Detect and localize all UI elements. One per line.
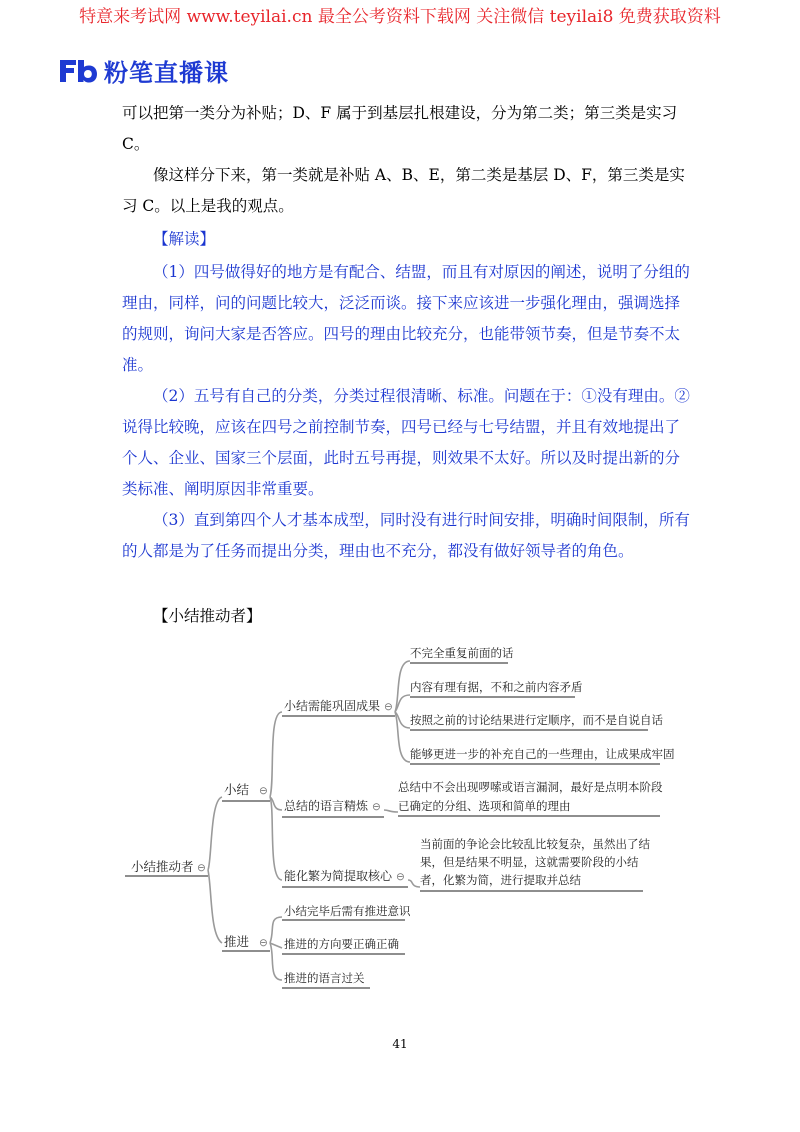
collapse-icon[interactable]: ⊖ xyxy=(197,862,206,874)
mindmap-leaf: 推进的语言过关 xyxy=(284,971,365,985)
mindmap-leaf: 小结完毕后需有推进意识 xyxy=(284,904,411,918)
collapse-icon[interactable]: ⊖ xyxy=(259,785,268,797)
mindmap-node-consolidate: 小结需能巩固成果 xyxy=(284,699,381,713)
page-number: 41 xyxy=(392,1037,408,1051)
analysis-heading: 【解读】 xyxy=(153,230,216,248)
mindmap-node-concise: 总结的语言精炼 xyxy=(284,799,369,813)
summary-heading: 【小结推动者】 xyxy=(153,607,262,625)
collapse-icon[interactable]: ⊖ xyxy=(372,801,381,813)
mindmap-branch-advance: 推进 xyxy=(224,934,250,949)
mindmap-branch-summary: 小结 xyxy=(224,782,250,797)
analysis-point-3: （3）直到第四个人才基本成型，同时没有进行时间安排，明确时间限制，所有的人都是为了任务而提出分类，理由也不充分，都没有做好领导者的角色。 xyxy=(122,511,690,560)
mindmap-leaf: 内容有理有据，不和之前内容矛盾 xyxy=(410,680,583,694)
site-banner: 特意来考试网 www.teyilai.cn 最全公考资料下载网 关注微信 teyilai8 免费获取资料 xyxy=(79,7,721,27)
mindmap-leaf: 能够更进一步的补充自己的一些理由，让成果成牢固 xyxy=(410,747,675,761)
mindmap-leaf-line: 者，化繁为简，进行提取并总结 xyxy=(420,873,581,887)
mindmap-leaf: 不完全重复前面的话 xyxy=(410,646,514,660)
analysis-point-1: （1）四号做得好的地方是有配合、结盟，而且有对原因的阐述，说明了分组的理由，同样，问的问题比较大，泛泛而谈。接下来应该进一步强化理由，强调选择的规则，询问大家是否答应。四号的理由比较充分，也能带领节奏，但是节奏不太准。 xyxy=(122,263,690,374)
collapse-icon[interactable]: ⊖ xyxy=(259,937,268,949)
mindmap-root: 小结推动者 xyxy=(131,859,194,874)
mindmap-node-simplify: 能化繁为简提取核心 xyxy=(284,869,393,883)
analysis-point-2: （2）五号有自己的分类，分类过程很清晰、标准。问题在于：①没有理由。②说得比较晚，应该在四号之前控制节奏，四号已经与七号结盟，并且有效地提出了个人、企业、国家三个层面，此时五号再提，则效果不太好。所以及时提出新的分类标准、阐明原因非常重要。 xyxy=(122,387,690,498)
collapse-icon[interactable]: ⊖ xyxy=(384,701,393,713)
collapse-icon[interactable]: ⊖ xyxy=(396,871,405,883)
brand-name: 粉笔直播课 xyxy=(104,58,229,87)
mindmap-leaf-line: 已确定的分组、选项和简单的理由 xyxy=(398,799,571,813)
body-paragraph-1: 可以把第一类分为补贴；D、F 属于到基层扎根建设，分为第二类；第三类是实习 C。 xyxy=(122,104,678,153)
mindmap-leaf-line: 总结中不会出现啰嗦或语言漏洞，最好是点明本阶段 xyxy=(398,780,663,794)
mindmap-leaf-line: 当前面的争论会比较乱比较复杂，虽然出了结 xyxy=(420,837,650,851)
mindmap-leaf-line: 果，但是结果不明显，这就需要阶段的小结 xyxy=(420,855,639,869)
body-paragraph-2: 像这样分下来，第一类就是补贴 A、B、E，第二类是基层 D、F，第三类是实习 C。以上是我的观点。 xyxy=(122,166,685,215)
mindmap-leaf: 按照之前的讨论结果进行定顺序，而不是自说自话 xyxy=(410,713,663,727)
mindmap-leaf: 推进的方向要正确正确 xyxy=(284,937,399,951)
